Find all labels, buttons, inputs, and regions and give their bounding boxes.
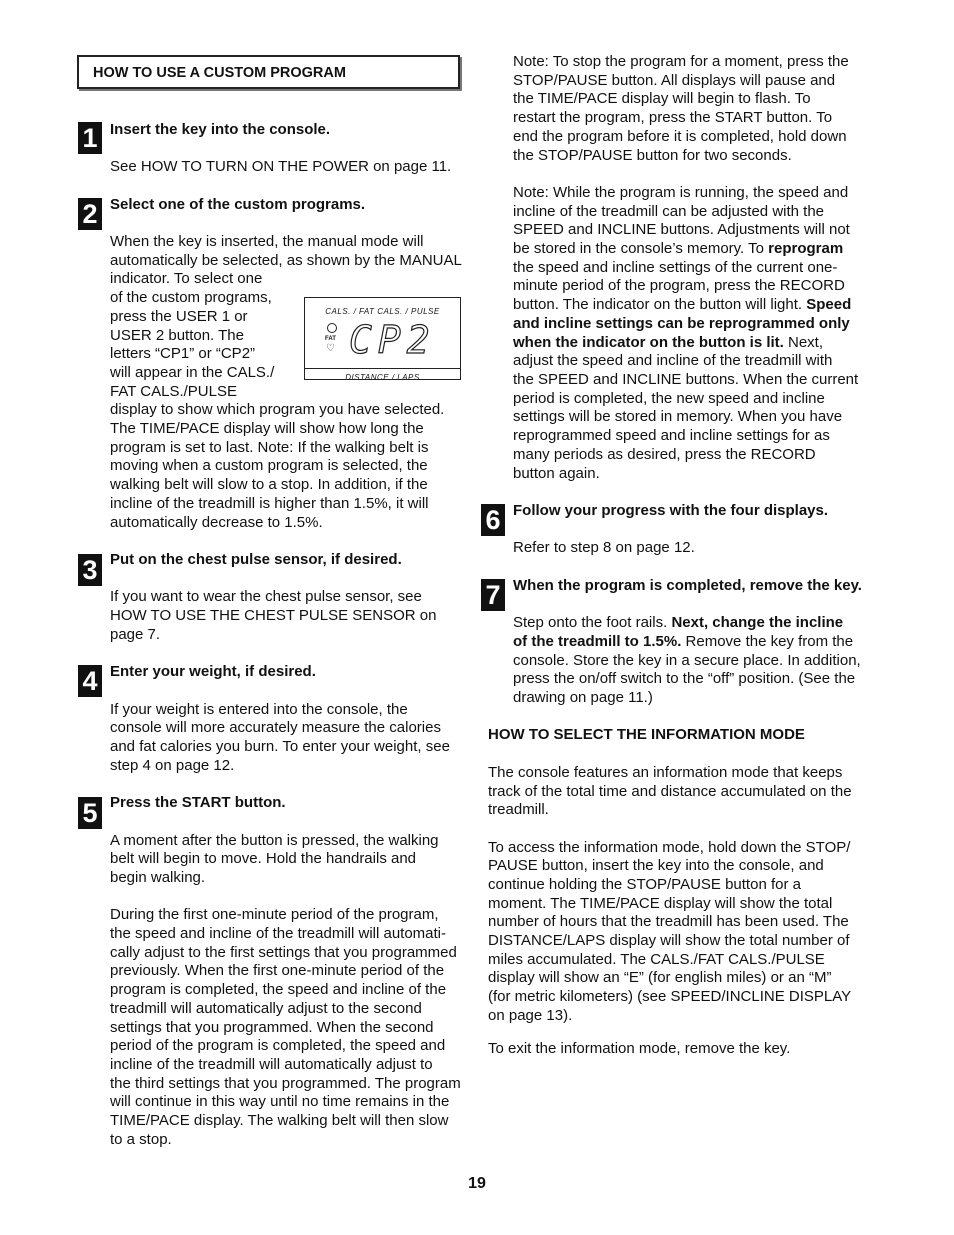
step-2-line: When the key is inserted, the manual mode will [110,233,424,250]
step-2-line: letters “CP1” or “CP2” [110,345,256,362]
step-number-1: 1 [78,122,102,154]
section-title: HOW TO USE A CUSTOM PROGRAM [93,65,346,81]
note2-emphasis: Speed [806,296,852,313]
info-p2-line: display will show an “E” (for english miles) or an “M” [488,969,832,986]
display-bottom-label: DISTANCE / LAPS [345,373,420,379]
step-5-line: program is completed, the speed and incline of the [110,981,447,998]
step-1-body: See HOW TO TURN ON THE POWER on page 11. [110,158,452,175]
info-p2-line: miles accumulated. The CALS./FAT CALS./PULSE [488,951,825,968]
step-5-line: to a stop. [110,1131,172,1148]
step-number-2: 2 [78,198,102,230]
step-2-line: press the USER 1 or [110,308,248,325]
step-5-line: previously. When the first one-minute period of the [110,962,445,979]
info-p2-line: moment. The TIME/PACE display will show the total [488,895,833,912]
step-2-line: program is set to last. Note: If the walking belt is [110,439,429,456]
note2-emphasis: reprogram [768,240,844,257]
note1-line: the STOP/PAUSE button for two seconds. [513,147,792,164]
info-p1-line: The console features an information mode that keeps [488,764,843,781]
step-2-line: automatically be selected, as shown by the MANUAL [110,252,462,269]
note2-line: reprogrammed speed and incline settings for as [513,427,830,444]
step-7-text: Step onto the foot rails. [513,614,672,631]
info-mode-heading: HOW TO SELECT THE INFORMATION MODE [488,726,805,743]
step-3-title: Put on the chest pulse sensor, if desired. [110,551,402,568]
step-2-line: of the custom programs, [110,289,272,306]
step-7-title: When the program is completed, remove the key. [513,577,862,594]
step-4-line: and fat calories you burn. To enter your weight, see [110,738,450,755]
step-7-line: console. Store the key in a secure place. In addition, [513,652,861,669]
section-header-box [77,55,460,89]
info-p2-line: DISTANCE/LAPS display will show the total number of [488,932,850,949]
step-4-line: step 4 on page 12. [110,757,235,774]
step-4-line: If your weight is entered into the console, the [110,701,408,718]
step-7-text: Remove the key from the [681,633,854,650]
step-5-line: begin walking. [110,869,206,886]
step-7-emphasis: Next, change the incline [671,614,844,631]
note2-line: incline of the treadmill can be adjusted with the [513,203,825,220]
info-p3: To exit the information mode, remove the key. [488,1040,791,1057]
note2-text: button. The indicator on the button will light. [513,296,807,313]
note2-line: the SPEED and INCLINE buttons. When the current [513,371,859,388]
note1-line: STOP/PAUSE button. All displays will pause and [513,72,836,89]
step-1-title: Insert the key into the console. [110,121,331,138]
note2-line [513,296,851,315]
step-number-4: 4 [78,665,102,697]
note1-line: restart the program, press the START button. To [513,109,833,126]
step-2-line: display to show which program you have selected. [110,401,445,418]
step-4-line: console will more accurately measure the calories [110,719,441,736]
step-number-3: 3 [78,554,102,586]
step-2-line: will appear in the CALS./ [110,364,275,381]
display-divider [305,368,460,369]
step-5-line: cally adjust to the first settings that you programmed [110,944,457,961]
note2-line: SPEED and INCLINE buttons. Adjustments will not [513,221,850,238]
note2-line: many periods as desired, press the RECORD [513,446,816,463]
step-number-5: 5 [78,797,102,829]
note2-line [513,334,823,353]
note2-line: adjust the speed and incline of the treadmill with [513,352,833,369]
step-7-line: drawing on page 11.) [513,689,653,706]
step-2-line: automatically decrease to 1.5%. [110,514,323,531]
info-p2-line: number of hours that the treadmill has been used. The [488,913,849,930]
step-2-line: USER 2 button. The [110,327,244,344]
step-5-line: treadmill will automatically adjust to the second [110,1000,422,1017]
step-4-title: Enter your weight, if desired. [110,663,316,680]
step-5-title: Press the START button. [110,794,286,811]
step-5-line: TIME/PACE display. The walking belt will then slow [110,1112,449,1129]
step-5-line: incline of the treadmill will automatically adjust to [110,1056,433,1073]
fat-label: FAT [325,336,336,342]
note1-line: end the program before it is completed, hold down [513,128,847,145]
indicator-circle-icon [327,323,337,333]
info-p1-line: track of the total time and distance accumulated on the [488,783,852,800]
note2-text: Next, [783,334,824,351]
step-3-line: HOW TO USE THE CHEST PULSE SENSOR on [110,607,437,624]
note2-text: be stored in the console’s memory. To [513,240,769,257]
step-5-line: will continue in this way until no time remains in the [110,1093,450,1110]
info-p2-line: To access the information mode, hold down the STOP/ [488,839,851,856]
note2-line: settings will be stored in memory. When you have [513,408,843,425]
step-number-6: 6 [481,504,505,536]
step-7-line [513,633,853,652]
note2-line: the speed and incline settings of the current one- [513,259,838,276]
step-2-line: indicator. To select one [110,270,263,287]
step-7-emphasis: of the treadmill to 1.5%. [513,633,682,650]
step-5-line: the third settings that you programmed. The program [110,1075,461,1092]
step-2-line: moving when a custom program is selected, the [110,457,428,474]
page-number: 19 [468,1175,486,1192]
step-7-line: press the on/off switch to the “off” position. (See the [513,670,856,687]
note1-line: the TIME/PACE display will begin to flash. To [513,90,811,107]
note2-line: Note: While the program is running, the speed and [513,184,849,201]
step-2-line: FAT CALS./PULSE [110,383,237,400]
step-7-line [513,614,843,633]
note2-line: and incline settings can be reprogrammed only [513,315,850,332]
step-5-line: belt will begin to move. Hold the handrails and [110,850,417,867]
step-5-line: A moment after the button is pressed, the walking [110,832,439,849]
step-2-line: The TIME/PACE display will show how long the [110,420,424,437]
display-readout: CP2 [349,318,436,362]
step-2-title: Select one of the custom programs. [110,196,366,213]
display-top-label: CALS. / FAT CALS. / PULSE [325,307,440,316]
info-p2-line: (for metric kilometers) (see SPEED/INCLINE DISPLAY [488,988,852,1005]
step-3-line: If you want to wear the chest pulse sensor, see [110,588,422,605]
step-2-line: incline of the treadmill is higher than 1.5%, it will [110,495,429,512]
info-p2-line: on page 13). [488,1007,573,1024]
note2-line: period is completed, the new speed and incline [513,390,825,407]
info-p1-line: treadmill. [488,801,549,818]
step-5-line: settings that you programmed. When the second [110,1019,434,1036]
note1-line: Note: To stop the program for a moment, press the [513,53,849,70]
note2-line: button again. [513,465,600,482]
note2-line [513,240,843,259]
step-5-line: During the first one-minute period of the program, [110,906,439,923]
info-p2-line: PAUSE button, insert the key into the console, and [488,857,824,874]
info-p2-line: continue holding the STOP/PAUSE button for a [488,876,801,893]
step-6-body: Refer to step 8 on page 12. [513,539,695,556]
step-6-title: Follow your progress with the four displays. [513,502,829,519]
heart-icon: ♡ [326,343,335,354]
step-2-line: walking belt will slow to a stop. In addition, if the [110,476,428,493]
note2-line: minute period of the program, press the RECORD [513,277,845,294]
step-3-line: page 7. [110,626,161,643]
step-number-7: 7 [481,579,505,611]
step-5-line: the speed and incline of the treadmill will automati- [110,925,447,942]
cals-display-illustration [304,297,461,380]
note2-emphasis: when the indicator on the button is lit. [513,334,784,351]
step-5-line: period of the program is completed, the speed and [110,1037,446,1054]
